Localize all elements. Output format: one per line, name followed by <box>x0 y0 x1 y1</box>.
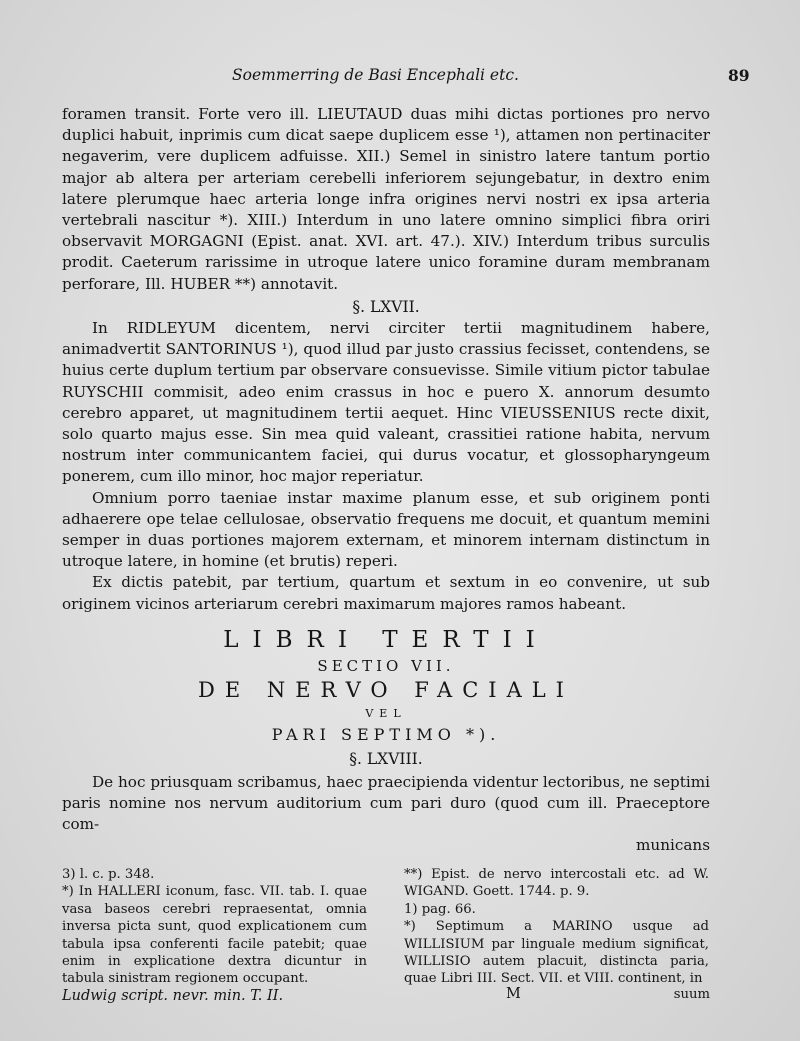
page-number: 89 <box>728 66 750 85</box>
signature-line: Ludwig script. nevr. min. T. II. <box>62 987 284 1004</box>
sectio-heading: SECTIO VII. <box>317 656 455 675</box>
section-heading-68: §. LXVIII. <box>349 749 423 768</box>
paragraph-5-end: municans <box>636 836 710 855</box>
paragraph-5: De hoc priusquam scribamus, haec praecipienda videntur lectoribus, ne septimi paris nomine nos nervum auditorium cum pari duro (quod cum ill. Praeceptore com- <box>62 772 710 834</box>
section-heading-67: §. LXVII. <box>352 297 420 316</box>
chapter-subtitle: PARI SEPTIMO *). <box>271 724 501 744</box>
footnote-left-1: 3) l. c. p. 348. <box>62 867 155 882</box>
footnotes-right-column <box>404 866 709 988</box>
catchword: suum <box>673 987 710 1002</box>
paragraph-1: foramen transit. Forte vero ill. LIEUTAUD duas mihi dictas portiones pro nervo duplici habuit, inprimis cum dicat saepe duplicem esse ¹), attamen non pertinaciter negaverim, vere duplicem adfuisse. XII.) Semel in sinistro latere tantum portio major ab altera per arteriam cerebelli inferiorem sejungebatur, in dextro enim latere plerumque haec arteria longe infra origines nervi nostri ex ipsa arteria vertebrali nascitur *). XIII.) Interdum in uno latere omnino simplici fibra oriri observavit MORGAGNI (Epist. anat. XVI. art. 47.). XIV.) Interdum tribus surculis prodit. Caeterum rarissime in utroque latere unico foramine duram membranam perforare, Ill. HUBER **) annotavit. <box>62 105 710 293</box>
signature-mark: M <box>506 986 521 1002</box>
footnote-right-1: **) Epist. de nervo intercostali etc. ad W. WIGAND. Goett. 1744. p. 9. <box>404 867 709 900</box>
paragraph-3: Omnium porro taeniae instar maxime planum esse, et sub originem ponti adhaerere ope telae cellulosae, observatio frequens me docuit, et quantum memini semper in duas portiones majorem externam, et minorem internam distinctum in utroque latere, in homine (et brutis) reperi. <box>62 488 710 571</box>
footnotes-left-column <box>62 866 367 1005</box>
vel-heading: VEL <box>365 706 407 720</box>
page-header <box>0 66 800 90</box>
book-title: LIBRI TERTII <box>223 626 549 653</box>
paragraph-4: Ex dictis patebit, par tertium, quartum et sextum in eo convenire, ut sub originem vicinos arteriarum cerebri maximarum majores ramos habeant. <box>62 573 710 613</box>
paragraph-2: In RIDLEYUM dicentem, nervi circiter tertii magnitudinem habere, animadvertit SANTORINUS ¹), quod illud par justo crassius fecisset, contendens, se huius certe duplum tertium par observare consuevisse. Simile vitium pictor tabulae RUYSCHII commisit, adeo enim crassus in hoc e puero X. annorum desumto cerebro apparet, ut magnitudinem tertii aequet. Hinc VIEUSSENIUS recte dixit, solo quarto majus esse. Sin mea quid valeant, crassitiei ratione habita, nervum nostrum inter communicantem faciei, qui durus vocatur, et glossopharyngeum ponerem, cum illo minor, hoc major reperiatur. <box>62 319 710 486</box>
chapter-title: DE NERVO FACIALI <box>198 677 574 702</box>
running-title: Soemmerring de Basi Encephali etc. <box>232 66 519 84</box>
footnote-right-2: 1) pag. 66. <box>404 901 476 917</box>
footnote-left-2: *) In HALLERI iconum, fasc. VII. tab. I. quae vasa baseos cerebri repraesentat, omnia inversa picta sunt, quod explicationem cum tabula ipsa conferenti facile patebit; quae enim in explicatione dextra dicuntur in tabula sinistram regionem occupant. <box>62 884 367 987</box>
footnote-right-3: *) Septimum a MARINO usque ad WILLISIUM par linguale medium significat, WILLISIO autem placuit, distincta paria, quae Libri III. Sect. VII. et VIII. continent, in <box>404 919 709 987</box>
main-text <box>62 104 710 857</box>
